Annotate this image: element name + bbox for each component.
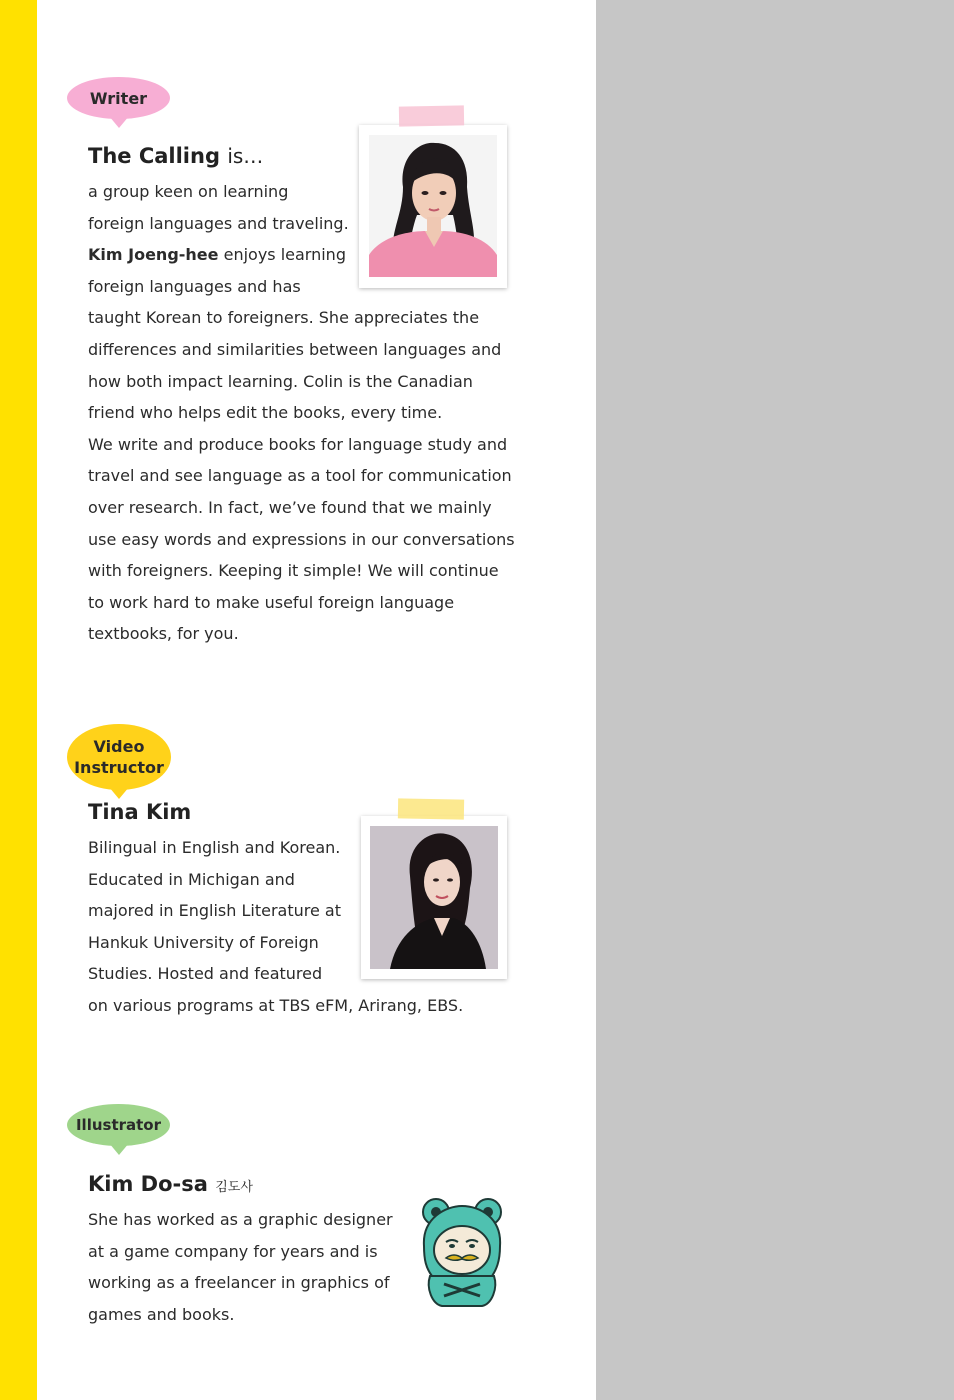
writer-intro-line: foreign languages and traveling.	[88, 213, 349, 233]
illustrator-text-line: working as a freelancer in graphics of	[88, 1273, 390, 1293]
illustrator-text-line: games and books.	[88, 1304, 235, 1324]
writer-name: Kim Joeng-hee	[88, 245, 219, 265]
writer-body-line: with foreigners. Keeping it simple! We will continue	[88, 561, 499, 581]
video-badge-line1: Video	[93, 737, 145, 756]
writer-body-line: We write and produce books for language study and	[88, 434, 508, 454]
writer-body-line: differences and similarities between languages and	[88, 339, 502, 359]
video-text-line: Educated in Michigan and	[88, 869, 295, 889]
illustrator-text-line: She has worked as a graphic designer	[88, 1210, 393, 1229]
video-text-line: Bilingual in English and Korean.	[88, 838, 341, 857]
writer-name-rest: enjoys learning	[223, 245, 346, 265]
illustrator-name-korean: 김도사	[215, 1180, 253, 1195]
frog-mascot-illustration	[416, 1196, 508, 1308]
writer-body-line: friend who helps edit the books, every time.	[88, 403, 443, 423]
writer-body-line: to work hard to make useful foreign language	[88, 592, 455, 612]
video-instructor-photo	[370, 826, 498, 969]
writer-body-line: foreign languages and has	[88, 276, 301, 296]
illustrator-name	[88, 1172, 253, 1196]
writer-title-bold: The Calling	[88, 144, 220, 168]
writer-title	[88, 144, 263, 168]
writer-body-line: textbooks, for you.	[88, 624, 239, 644]
gray-panel	[596, 0, 954, 1400]
video-badge-line2: Instructor	[74, 758, 164, 777]
video-text-line: majored in English Literature at	[88, 901, 341, 921]
writer-body-line: how both impact learning. Colin is the Canadian	[88, 371, 473, 391]
illustrator-text-line: at a game company for years and is	[88, 1241, 378, 1261]
writer-badge-label: Writer	[89, 88, 148, 108]
writer-title-rest: is…	[227, 144, 264, 168]
video-instructor-badge	[67, 724, 171, 790]
illustrator-badge	[67, 1104, 170, 1146]
writer-photo	[369, 135, 497, 277]
writer-photo-frame	[359, 125, 507, 288]
writer-intro-line: a group keen on learning	[88, 182, 289, 201]
photo-tape	[399, 105, 464, 126]
video-text-line: Studies. Hosted and featured	[88, 964, 323, 984]
yellow-side-strip	[0, 0, 37, 1400]
video-text-line: on various programs at TBS eFM, Arirang, EBS.	[88, 995, 464, 1015]
video-text-line: Hankuk University of Foreign	[88, 932, 319, 952]
writer-body-line: use easy words and expressions in our conversations	[88, 529, 515, 549]
illustrator-name-text: Kim Do-sa	[88, 1172, 208, 1196]
writer-body-line: taught Korean to foreigners. She appreciates the	[88, 308, 480, 328]
illustrator-badge-label: Illustrator	[75, 1115, 162, 1134]
writer-body-line: travel and see language as a tool for communication	[88, 466, 512, 486]
illustrator-text	[88, 1204, 393, 1330]
video-instructor-name: Tina Kim	[88, 800, 192, 824]
writer-body-line: over research. In fact, we’ve found that we mainly	[88, 497, 492, 517]
photo-tape	[398, 798, 464, 819]
writer-badge	[67, 77, 170, 119]
video-instructor-photo-frame	[361, 816, 507, 979]
